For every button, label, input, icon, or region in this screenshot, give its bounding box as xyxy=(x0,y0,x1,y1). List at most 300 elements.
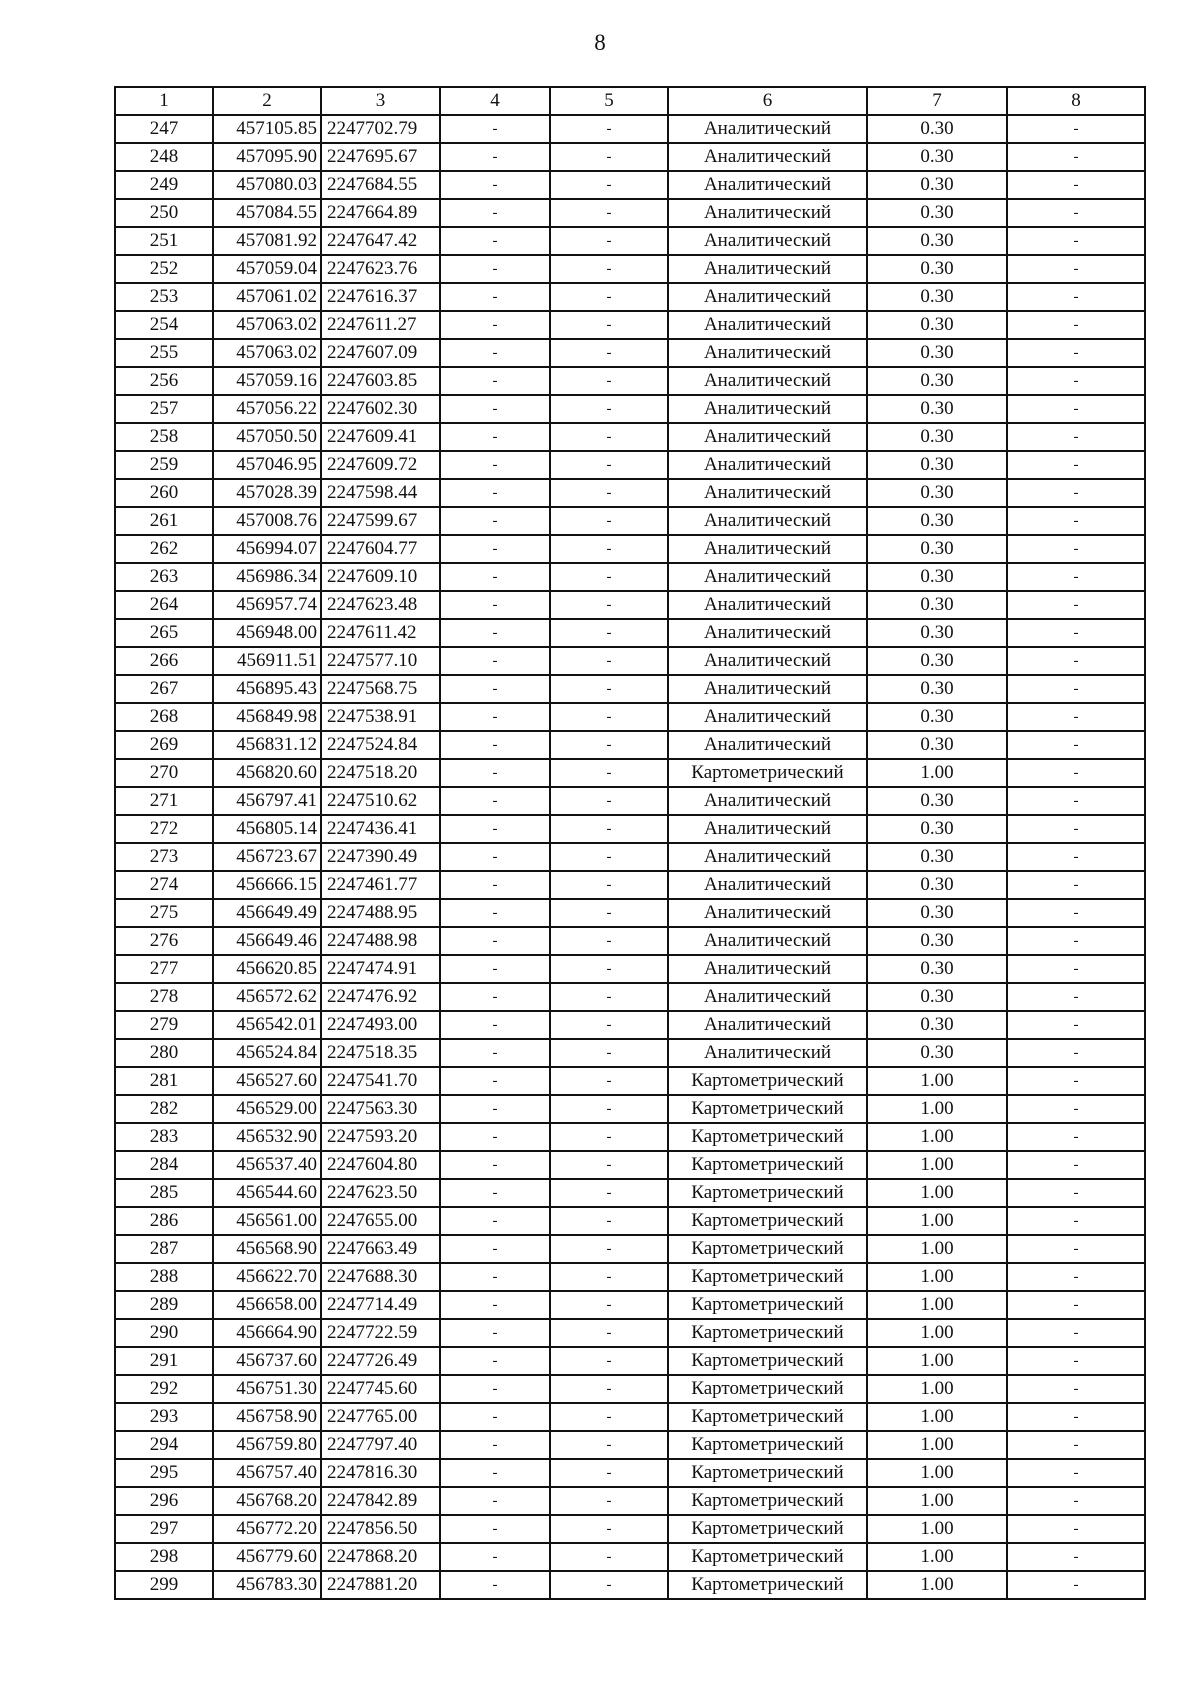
column-4-cell: - xyxy=(440,1319,550,1347)
column-5-cell: - xyxy=(550,1151,668,1179)
point-number-cell: 288 xyxy=(115,1263,213,1291)
x-coordinate-cell: 457050.50 xyxy=(213,423,321,451)
point-number-cell: 277 xyxy=(115,955,213,983)
table-row xyxy=(115,1431,1145,1459)
column-4-cell: - xyxy=(440,199,550,227)
point-number-cell: 261 xyxy=(115,507,213,535)
column-8-cell: - xyxy=(1007,983,1145,1011)
method-cell: Аналитический xyxy=(668,367,867,395)
y-coordinate-cell: 2247436.41 xyxy=(321,815,440,843)
table-row xyxy=(115,199,1145,227)
table-row xyxy=(115,1207,1145,1235)
column-header-1: 1 xyxy=(115,87,213,115)
point-number-cell: 267 xyxy=(115,675,213,703)
accuracy-cell: 0.30 xyxy=(867,283,1007,311)
x-coordinate-cell: 456820.60 xyxy=(213,759,321,787)
y-coordinate-cell: 2247881.20 xyxy=(321,1571,440,1599)
method-cell: Аналитический xyxy=(668,983,867,1011)
x-coordinate-cell: 456805.14 xyxy=(213,815,321,843)
column-4-cell: - xyxy=(440,759,550,787)
y-coordinate-cell: 2247603.85 xyxy=(321,367,440,395)
column-8-cell: - xyxy=(1007,1375,1145,1403)
table-row xyxy=(115,983,1145,1011)
page-number: 8 xyxy=(594,30,606,55)
column-8-cell: - xyxy=(1007,1291,1145,1319)
column-4-cell: - xyxy=(440,339,550,367)
table-row xyxy=(115,731,1145,759)
method-cell: Аналитический xyxy=(668,955,867,983)
x-coordinate-cell: 456666.15 xyxy=(213,871,321,899)
accuracy-cell: 0.30 xyxy=(867,367,1007,395)
column-4-cell: - xyxy=(440,507,550,535)
column-4-cell: - xyxy=(440,395,550,423)
method-cell: Аналитический xyxy=(668,283,867,311)
method-cell: Аналитический xyxy=(668,1011,867,1039)
x-coordinate-cell: 456783.30 xyxy=(213,1571,321,1599)
method-cell: Аналитический xyxy=(668,171,867,199)
accuracy-cell: 1.00 xyxy=(867,1291,1007,1319)
y-coordinate-cell: 2247663.49 xyxy=(321,1235,440,1263)
point-number-cell: 260 xyxy=(115,479,213,507)
table-row xyxy=(115,843,1145,871)
column-8-cell: - xyxy=(1007,395,1145,423)
table-row xyxy=(115,115,1145,143)
column-4-cell: - xyxy=(440,1235,550,1263)
y-coordinate-cell: 2247868.20 xyxy=(321,1543,440,1571)
method-cell: Аналитический xyxy=(668,535,867,563)
table-row xyxy=(115,283,1145,311)
column-8-cell: - xyxy=(1007,1319,1145,1347)
column-4-cell: - xyxy=(440,815,550,843)
column-5-cell: - xyxy=(550,283,668,311)
column-5-cell: - xyxy=(550,1207,668,1235)
accuracy-cell: 0.30 xyxy=(867,871,1007,899)
method-cell: Картометрический xyxy=(668,1123,867,1151)
column-8-cell: - xyxy=(1007,283,1145,311)
table-row xyxy=(115,1123,1145,1151)
table-row xyxy=(115,871,1145,899)
point-number-cell: 296 xyxy=(115,1487,213,1515)
accuracy-cell: 0.30 xyxy=(867,451,1007,479)
accuracy-cell: 1.00 xyxy=(867,1431,1007,1459)
accuracy-cell: 0.30 xyxy=(867,171,1007,199)
column-5-cell: - xyxy=(550,871,668,899)
column-8-cell: - xyxy=(1007,1571,1145,1599)
column-5-cell: - xyxy=(550,535,668,563)
method-cell: Аналитический xyxy=(668,339,867,367)
table-row xyxy=(115,311,1145,339)
accuracy-cell: 0.30 xyxy=(867,1039,1007,1067)
y-coordinate-cell: 2247856.50 xyxy=(321,1515,440,1543)
x-coordinate-cell: 456986.34 xyxy=(213,563,321,591)
column-5-cell: - xyxy=(550,619,668,647)
column-8-cell: - xyxy=(1007,703,1145,731)
y-coordinate-cell: 2247541.70 xyxy=(321,1067,440,1095)
method-cell: Аналитический xyxy=(668,675,867,703)
column-5-cell: - xyxy=(550,1179,668,1207)
y-coordinate-cell: 2247688.30 xyxy=(321,1263,440,1291)
column-5-cell: - xyxy=(550,395,668,423)
column-5-cell: - xyxy=(550,1543,668,1571)
x-coordinate-cell: 457081.92 xyxy=(213,227,321,255)
point-number-cell: 258 xyxy=(115,423,213,451)
accuracy-cell: 1.00 xyxy=(867,1207,1007,1235)
y-coordinate-cell: 2247518.35 xyxy=(321,1039,440,1067)
column-4-cell: - xyxy=(440,1375,550,1403)
x-coordinate-cell: 456537.40 xyxy=(213,1151,321,1179)
x-coordinate-cell: 457084.55 xyxy=(213,199,321,227)
column-8-cell: - xyxy=(1007,619,1145,647)
y-coordinate-cell: 2247599.67 xyxy=(321,507,440,535)
x-coordinate-cell: 456895.43 xyxy=(213,675,321,703)
x-coordinate-cell: 456723.67 xyxy=(213,843,321,871)
accuracy-cell: 1.00 xyxy=(867,1459,1007,1487)
table-row xyxy=(115,1151,1145,1179)
x-coordinate-cell: 457059.04 xyxy=(213,255,321,283)
column-8-cell: - xyxy=(1007,955,1145,983)
accuracy-cell: 1.00 xyxy=(867,1067,1007,1095)
column-5-cell: - xyxy=(550,1459,668,1487)
x-coordinate-cell: 456757.40 xyxy=(213,1459,321,1487)
x-coordinate-cell: 456622.70 xyxy=(213,1263,321,1291)
point-number-cell: 273 xyxy=(115,843,213,871)
table-row xyxy=(115,1459,1145,1487)
method-cell: Аналитический xyxy=(668,619,867,647)
column-8-cell: - xyxy=(1007,479,1145,507)
column-8-cell: - xyxy=(1007,787,1145,815)
y-coordinate-cell: 2247604.77 xyxy=(321,535,440,563)
accuracy-cell: 0.30 xyxy=(867,843,1007,871)
y-coordinate-cell: 2247816.30 xyxy=(321,1459,440,1487)
column-8-cell: - xyxy=(1007,535,1145,563)
x-coordinate-cell: 457063.02 xyxy=(213,339,321,367)
table-row xyxy=(115,451,1145,479)
column-8-cell: - xyxy=(1007,171,1145,199)
column-4-cell: - xyxy=(440,647,550,675)
x-coordinate-cell: 456529.00 xyxy=(213,1095,321,1123)
accuracy-cell: 0.30 xyxy=(867,1011,1007,1039)
column-4-cell: - xyxy=(440,1151,550,1179)
accuracy-cell: 0.30 xyxy=(867,199,1007,227)
column-4-cell: - xyxy=(440,927,550,955)
column-4-cell: - xyxy=(440,955,550,983)
accuracy-cell: 0.30 xyxy=(867,563,1007,591)
accuracy-cell: 0.30 xyxy=(867,479,1007,507)
column-5-cell: - xyxy=(550,983,668,1011)
y-coordinate-cell: 2247797.40 xyxy=(321,1431,440,1459)
method-cell: Аналитический xyxy=(668,199,867,227)
method-cell: Картометрический xyxy=(668,1179,867,1207)
table-row xyxy=(115,787,1145,815)
column-8-cell: - xyxy=(1007,423,1145,451)
point-number-cell: 257 xyxy=(115,395,213,423)
column-5-cell: - xyxy=(550,731,668,759)
column-4-cell: - xyxy=(440,1403,550,1431)
x-coordinate-cell: 456737.60 xyxy=(213,1347,321,1375)
column-8-cell: - xyxy=(1007,1039,1145,1067)
table-row xyxy=(115,703,1145,731)
method-cell: Картометрический xyxy=(668,1151,867,1179)
column-5-cell: - xyxy=(550,1403,668,1431)
accuracy-cell: 0.30 xyxy=(867,955,1007,983)
x-coordinate-cell: 456664.90 xyxy=(213,1319,321,1347)
x-coordinate-cell: 456649.49 xyxy=(213,899,321,927)
y-coordinate-cell: 2247518.20 xyxy=(321,759,440,787)
table-row xyxy=(115,1319,1145,1347)
x-coordinate-cell: 456751.30 xyxy=(213,1375,321,1403)
column-5-cell: - xyxy=(550,507,668,535)
table-row xyxy=(115,367,1145,395)
y-coordinate-cell: 2247577.10 xyxy=(321,647,440,675)
accuracy-cell: 0.30 xyxy=(867,619,1007,647)
column-5-cell: - xyxy=(550,143,668,171)
column-5-cell: - xyxy=(550,339,668,367)
column-5-cell: - xyxy=(550,367,668,395)
point-number-cell: 291 xyxy=(115,1347,213,1375)
column-8-cell: - xyxy=(1007,451,1145,479)
column-5-cell: - xyxy=(550,1487,668,1515)
table-row xyxy=(115,1571,1145,1599)
column-5-cell: - xyxy=(550,1039,668,1067)
column-header-6: 6 xyxy=(668,87,867,115)
x-coordinate-cell: 456849.98 xyxy=(213,703,321,731)
method-cell: Картометрический xyxy=(668,1515,867,1543)
point-number-cell: 281 xyxy=(115,1067,213,1095)
table-row xyxy=(115,423,1145,451)
point-number-cell: 264 xyxy=(115,591,213,619)
accuracy-cell: 0.30 xyxy=(867,227,1007,255)
column-4-cell: - xyxy=(440,591,550,619)
header-row xyxy=(115,87,1145,115)
column-4-cell: - xyxy=(440,899,550,927)
accuracy-cell: 1.00 xyxy=(867,1487,1007,1515)
table-row xyxy=(115,1011,1145,1039)
table-row xyxy=(115,1375,1145,1403)
point-number-cell: 297 xyxy=(115,1515,213,1543)
method-cell: Картометрический xyxy=(668,1431,867,1459)
table-row xyxy=(115,647,1145,675)
column-8-cell: - xyxy=(1007,1095,1145,1123)
column-8-cell: - xyxy=(1007,1515,1145,1543)
column-5-cell: - xyxy=(550,479,668,507)
column-5-cell: - xyxy=(550,1235,668,1263)
accuracy-cell: 0.30 xyxy=(867,255,1007,283)
column-8-cell: - xyxy=(1007,227,1145,255)
point-number-cell: 280 xyxy=(115,1039,213,1067)
column-4-cell: - xyxy=(440,1095,550,1123)
point-number-cell: 271 xyxy=(115,787,213,815)
y-coordinate-cell: 2247842.89 xyxy=(321,1487,440,1515)
method-cell: Аналитический xyxy=(668,591,867,619)
point-number-cell: 289 xyxy=(115,1291,213,1319)
y-coordinate-cell: 2247664.89 xyxy=(321,199,440,227)
y-coordinate-cell: 2247493.00 xyxy=(321,1011,440,1039)
method-cell: Аналитический xyxy=(668,927,867,955)
accuracy-cell: 0.30 xyxy=(867,143,1007,171)
method-cell: Аналитический xyxy=(668,843,867,871)
method-cell: Аналитический xyxy=(668,143,867,171)
column-5-cell: - xyxy=(550,1011,668,1039)
table-row xyxy=(115,563,1145,591)
method-cell: Аналитический xyxy=(668,731,867,759)
x-coordinate-cell: 456948.00 xyxy=(213,619,321,647)
accuracy-cell: 0.30 xyxy=(867,395,1007,423)
column-5-cell: - xyxy=(550,1347,668,1375)
column-8-cell: - xyxy=(1007,591,1145,619)
column-5-cell: - xyxy=(550,899,668,927)
y-coordinate-cell: 2247563.30 xyxy=(321,1095,440,1123)
column-5-cell: - xyxy=(550,675,668,703)
x-coordinate-cell: 457105.85 xyxy=(213,115,321,143)
column-5-cell: - xyxy=(550,927,668,955)
accuracy-cell: 0.30 xyxy=(867,339,1007,367)
table-row xyxy=(115,815,1145,843)
column-5-cell: - xyxy=(550,115,668,143)
column-4-cell: - xyxy=(440,1487,550,1515)
accuracy-cell: 1.00 xyxy=(867,1319,1007,1347)
point-number-cell: 284 xyxy=(115,1151,213,1179)
accuracy-cell: 1.00 xyxy=(867,1235,1007,1263)
table-row xyxy=(115,1403,1145,1431)
point-number-cell: 272 xyxy=(115,815,213,843)
method-cell: Картометрический xyxy=(668,759,867,787)
table-row xyxy=(115,619,1145,647)
point-number-cell: 268 xyxy=(115,703,213,731)
column-4-cell: - xyxy=(440,787,550,815)
column-4-cell: - xyxy=(440,563,550,591)
column-4-cell: - xyxy=(440,1291,550,1319)
table-row xyxy=(115,171,1145,199)
column-8-cell: - xyxy=(1007,1431,1145,1459)
method-cell: Аналитический xyxy=(668,227,867,255)
y-coordinate-cell: 2247623.76 xyxy=(321,255,440,283)
column-8-cell: - xyxy=(1007,1151,1145,1179)
point-number-cell: 295 xyxy=(115,1459,213,1487)
y-coordinate-cell: 2247538.91 xyxy=(321,703,440,731)
column-4-cell: - xyxy=(440,703,550,731)
table-body xyxy=(115,115,1145,1599)
point-number-cell: 270 xyxy=(115,759,213,787)
accuracy-cell: 1.00 xyxy=(867,1151,1007,1179)
table-row xyxy=(115,675,1145,703)
column-header-5: 5 xyxy=(550,87,668,115)
y-coordinate-cell: 2247593.20 xyxy=(321,1123,440,1151)
y-coordinate-cell: 2247611.42 xyxy=(321,619,440,647)
table-row xyxy=(115,759,1145,787)
column-8-cell: - xyxy=(1007,143,1145,171)
accuracy-cell: 1.00 xyxy=(867,759,1007,787)
column-8-cell: - xyxy=(1007,1487,1145,1515)
column-4-cell: - xyxy=(440,255,550,283)
point-number-cell: 249 xyxy=(115,171,213,199)
accuracy-cell: 0.30 xyxy=(867,787,1007,815)
x-coordinate-cell: 457028.39 xyxy=(213,479,321,507)
column-8-cell: - xyxy=(1007,1179,1145,1207)
point-number-cell: 283 xyxy=(115,1123,213,1151)
column-4-cell: - xyxy=(440,227,550,255)
x-coordinate-cell: 456994.07 xyxy=(213,535,321,563)
column-4-cell: - xyxy=(440,1515,550,1543)
table-row xyxy=(115,1095,1145,1123)
point-number-cell: 265 xyxy=(115,619,213,647)
method-cell: Аналитический xyxy=(668,563,867,591)
column-4-cell: - xyxy=(440,843,550,871)
table-row xyxy=(115,479,1145,507)
column-4-cell: - xyxy=(440,143,550,171)
x-coordinate-cell: 456758.90 xyxy=(213,1403,321,1431)
y-coordinate-cell: 2247488.98 xyxy=(321,927,440,955)
x-coordinate-cell: 457080.03 xyxy=(213,171,321,199)
y-coordinate-cell: 2247616.37 xyxy=(321,283,440,311)
table-row xyxy=(115,1235,1145,1263)
y-coordinate-cell: 2247609.41 xyxy=(321,423,440,451)
accuracy-cell: 0.30 xyxy=(867,591,1007,619)
table-row xyxy=(115,1515,1145,1543)
column-8-cell: - xyxy=(1007,759,1145,787)
column-4-cell: - xyxy=(440,535,550,563)
method-cell: Аналитический xyxy=(668,507,867,535)
x-coordinate-cell: 456561.00 xyxy=(213,1207,321,1235)
column-4-cell: - xyxy=(440,675,550,703)
column-8-cell: - xyxy=(1007,927,1145,955)
method-cell: Картометрический xyxy=(668,1347,867,1375)
column-4-cell: - xyxy=(440,1067,550,1095)
column-5-cell: - xyxy=(550,647,668,675)
method-cell: Картометрический xyxy=(668,1571,867,1599)
y-coordinate-cell: 2247609.10 xyxy=(321,563,440,591)
column-5-cell: - xyxy=(550,815,668,843)
accuracy-cell: 1.00 xyxy=(867,1123,1007,1151)
accuracy-cell: 0.30 xyxy=(867,899,1007,927)
method-cell: Картометрический xyxy=(668,1487,867,1515)
column-8-cell: - xyxy=(1007,339,1145,367)
column-8-cell: - xyxy=(1007,1263,1145,1291)
x-coordinate-cell: 456532.90 xyxy=(213,1123,321,1151)
point-number-cell: 263 xyxy=(115,563,213,591)
column-header-2: 2 xyxy=(213,87,321,115)
x-coordinate-cell: 456768.20 xyxy=(213,1487,321,1515)
point-number-cell: 290 xyxy=(115,1319,213,1347)
point-number-cell: 256 xyxy=(115,367,213,395)
point-number-cell: 259 xyxy=(115,451,213,479)
x-coordinate-cell: 456620.85 xyxy=(213,955,321,983)
column-8-cell: - xyxy=(1007,367,1145,395)
method-cell: Аналитический xyxy=(668,255,867,283)
y-coordinate-cell: 2247598.44 xyxy=(321,479,440,507)
column-8-cell: - xyxy=(1007,1011,1145,1039)
point-number-cell: 279 xyxy=(115,1011,213,1039)
column-8-cell: - xyxy=(1007,1347,1145,1375)
point-number-cell: 293 xyxy=(115,1403,213,1431)
column-header-7: 7 xyxy=(867,87,1007,115)
point-number-cell: 286 xyxy=(115,1207,213,1235)
point-number-cell: 254 xyxy=(115,311,213,339)
y-coordinate-cell: 2247390.49 xyxy=(321,843,440,871)
x-coordinate-cell: 457056.22 xyxy=(213,395,321,423)
column-5-cell: - xyxy=(550,1291,668,1319)
column-header-4: 4 xyxy=(440,87,550,115)
column-8-cell: - xyxy=(1007,899,1145,927)
accuracy-cell: 1.00 xyxy=(867,1179,1007,1207)
column-8-cell: - xyxy=(1007,199,1145,227)
method-cell: Картометрический xyxy=(668,1067,867,1095)
column-8-cell: - xyxy=(1007,815,1145,843)
method-cell: Аналитический xyxy=(668,451,867,479)
accuracy-cell: 1.00 xyxy=(867,1543,1007,1571)
y-coordinate-cell: 2247714.49 xyxy=(321,1291,440,1319)
point-number-cell: 253 xyxy=(115,283,213,311)
column-4-cell: - xyxy=(440,1263,550,1291)
